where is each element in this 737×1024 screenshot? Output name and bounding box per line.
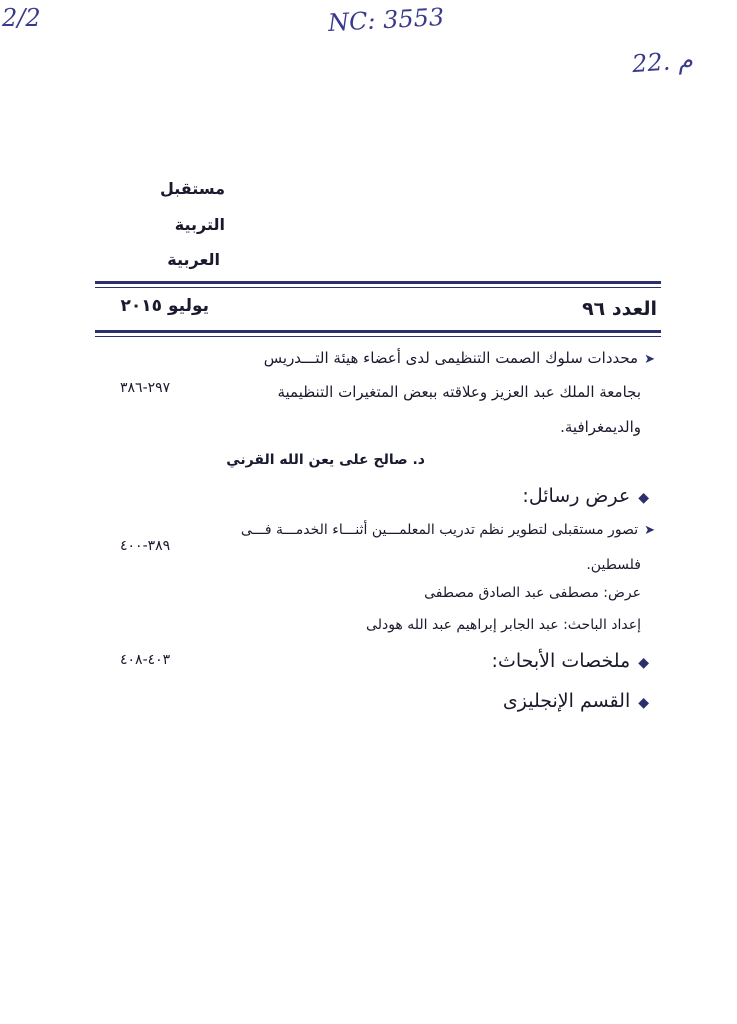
masthead-line-1: مستقبل [159,179,225,198]
issue-date: يوليو ٢٠١٥ [120,296,209,316]
article-title-line-1: ➤محددات سلوك الصمت التنظيمى لدى أعضاء هيئة التـــدريس [263,349,655,367]
article-pages: ٢٩٧-٣٨٦ [120,380,171,396]
handwritten-corner-mark: 2/2 [2,4,41,32]
header-rule-bottom-thin [95,336,661,337]
masthead-line-2: التربية [174,215,225,234]
header-rule-bottom-thick [95,330,661,333]
check-bullet-icon: ➤ [644,523,655,538]
header-rule-top-thin [95,287,661,288]
masthead-line-3: العربية [167,250,220,269]
header-rule-top-thick [95,281,661,284]
handwritten-nc-number: NC: 3553 [327,2,445,38]
handwritten-page-ref: 22. م [631,45,694,79]
diamond-bullet-icon: ◆ [638,695,649,711]
theses-researcher: إعداد الباحث: عبد الجابر إبراهيم عبد الله هودلى [366,617,641,633]
theses-item-line-1: ➤تصور مستقبلى لتطوير نظم تدريب المعلمـــين أثنـــاء الخدمـــة فـــى [240,522,655,538]
english-section-heading: ◆القسم الإنجليزى [502,690,649,712]
theses-reviewer: عرض: مصطفى عبد الصادق مصطفى [424,585,641,601]
issue-number: العدد ٩٦ [582,298,657,320]
check-bullet-icon: ➤ [644,352,655,367]
theses-item-line-2: فلسطين. [586,557,641,573]
article-title-line-3: والديمغرافية. [560,418,641,436]
abstracts-pages: ٤٠٣-٤٠٨ [120,652,171,668]
abstracts-heading: ◆ملخصات الأبحاث: [491,650,649,672]
theses-heading: ◆عرض رسائل: [522,485,649,507]
article-title-line-2: بجامعة الملك عبد العزيز وعلاقته ببعض المتغيرات التنظيمية [277,383,641,401]
article-author: د. صالح على يعن الله القرني [226,452,425,468]
diamond-bullet-icon: ◆ [638,655,649,671]
diamond-bullet-icon: ◆ [638,490,649,506]
theses-pages: ٣٨٩-٤٠٠ [120,538,171,554]
